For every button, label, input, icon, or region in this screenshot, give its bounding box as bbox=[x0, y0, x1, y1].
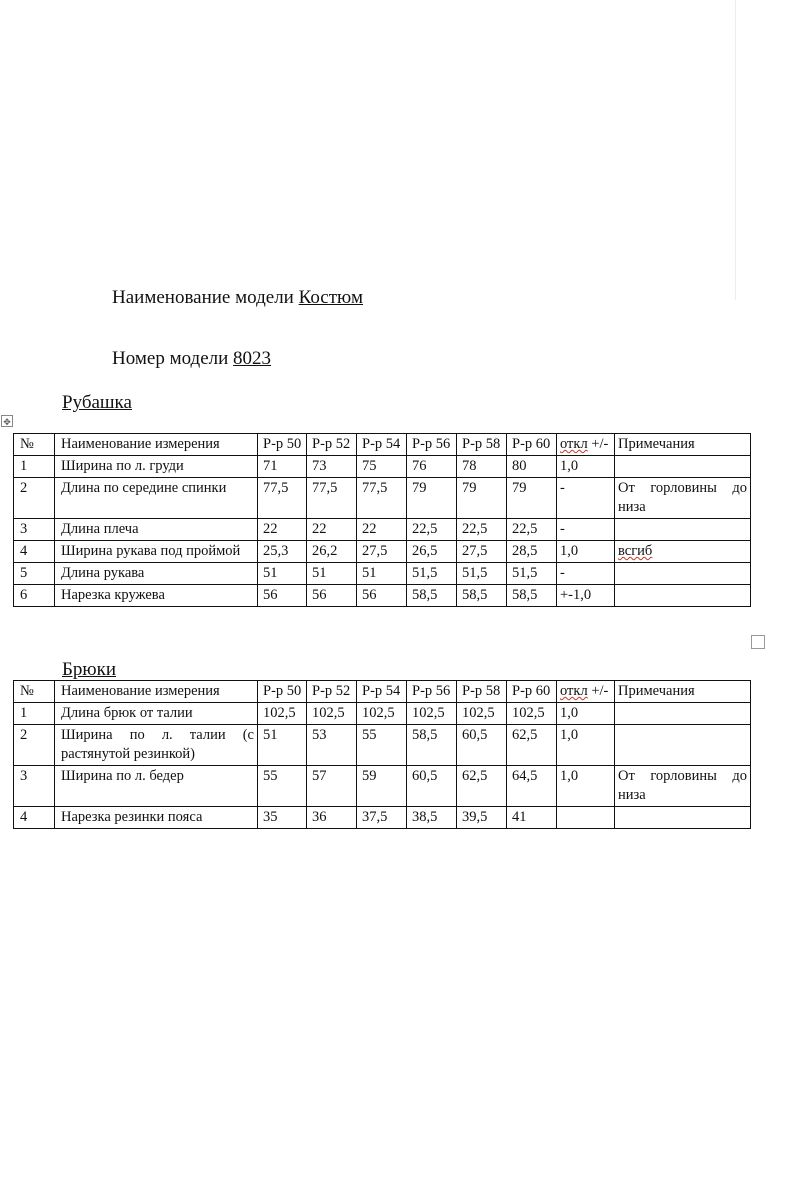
table-resize-handle[interactable] bbox=[751, 635, 765, 649]
pants-header-row bbox=[14, 681, 751, 703]
pants-column-header: Р-р 50 bbox=[258, 681, 307, 703]
table-cell: 28,5 bbox=[507, 541, 557, 563]
table-move-handle-icon[interactable]: ✥ bbox=[1, 415, 13, 427]
table-cell: 56 bbox=[307, 585, 357, 607]
model-name-line bbox=[112, 287, 364, 326]
shirt-column-header: Р-р 54 bbox=[357, 434, 407, 456]
table-cell: 27,5 bbox=[357, 541, 407, 563]
table-cell: 55 bbox=[357, 725, 407, 766]
table-cell: 77,5 bbox=[357, 478, 407, 519]
table-cell: 78 bbox=[457, 456, 507, 478]
shirt-title: Рубашка bbox=[62, 392, 132, 413]
table-cell: 59 bbox=[357, 766, 407, 807]
pants-column-header: Примечания bbox=[615, 681, 751, 703]
pants-column-header: Наименование измерения bbox=[55, 681, 258, 703]
table-cell bbox=[615, 585, 751, 607]
table-cell: Ширина по л. груди bbox=[55, 456, 258, 478]
table-cell: От горловины до низа bbox=[615, 766, 751, 807]
table-cell: 58,5 bbox=[407, 725, 457, 766]
page-edge-line bbox=[735, 0, 736, 300]
table-cell: 102,5 bbox=[507, 703, 557, 725]
table-row bbox=[14, 456, 751, 478]
table-cell: 27,5 bbox=[457, 541, 507, 563]
model-number-label: Номер модели bbox=[112, 348, 229, 369]
table-cell: 26,5 bbox=[407, 541, 457, 563]
model-number-value: 8023 bbox=[233, 348, 272, 369]
table-cell: 36 bbox=[307, 807, 357, 829]
shirt-column-header: Примечания bbox=[615, 434, 751, 456]
table-cell: 60,5 bbox=[407, 766, 457, 807]
table-cell: - bbox=[557, 478, 615, 519]
table-cell bbox=[615, 456, 751, 478]
table-cell: Длина по середине спинки bbox=[55, 478, 258, 519]
table-cell: 2 bbox=[14, 478, 55, 519]
table-cell: Ширина по л. бедер bbox=[55, 766, 258, 807]
table-cell: 102,5 bbox=[407, 703, 457, 725]
shirt-column-header: Р-р 50 bbox=[258, 434, 307, 456]
pants-column-header: Р-р 58 bbox=[457, 681, 507, 703]
table-cell: 51,5 bbox=[507, 563, 557, 585]
table-cell: 58,5 bbox=[507, 585, 557, 607]
table-cell bbox=[615, 541, 751, 563]
table-cell: 75 bbox=[357, 456, 407, 478]
table-cell: 51 bbox=[357, 563, 407, 585]
table-cell: 64,5 bbox=[507, 766, 557, 807]
table-cell: +-1,0 bbox=[557, 585, 615, 607]
table-cell: 22 bbox=[357, 519, 407, 541]
table-cell: 2 bbox=[14, 725, 55, 766]
table-cell: Длина плеча bbox=[55, 519, 258, 541]
table-row bbox=[14, 478, 751, 519]
shirt-column-header: Наименование измерения bbox=[55, 434, 258, 456]
table-cell bbox=[557, 807, 615, 829]
table-cell: Нарезка кружева bbox=[55, 585, 258, 607]
pants-column-header: Р-р 56 bbox=[407, 681, 457, 703]
table-cell: 4 bbox=[14, 541, 55, 563]
pants-column-header: № bbox=[14, 681, 55, 703]
table-cell: 22,5 bbox=[457, 519, 507, 541]
table-cell bbox=[615, 703, 751, 725]
shirt-column-header: Р-р 56 bbox=[407, 434, 457, 456]
table-cell: Длина брюк от талии bbox=[55, 703, 258, 725]
table-cell: 39,5 bbox=[457, 807, 507, 829]
table-cell: 51 bbox=[258, 725, 307, 766]
table-cell: 102,5 bbox=[457, 703, 507, 725]
table-cell: 1 bbox=[14, 456, 55, 478]
table-cell: Ширина рукава под проймой bbox=[55, 541, 258, 563]
table-row bbox=[14, 766, 751, 807]
table-cell bbox=[615, 519, 751, 541]
table-cell: 22 bbox=[258, 519, 307, 541]
table-row bbox=[14, 807, 751, 829]
shirt-size-table bbox=[13, 433, 751, 607]
spellcheck-mark: откл bbox=[560, 683, 588, 699]
table-cell: Ширина по л. талии (с растянутой резинкой) bbox=[55, 725, 258, 766]
table-cell: 3 bbox=[14, 766, 55, 807]
table-cell: 38,5 bbox=[407, 807, 457, 829]
table-cell: 1 bbox=[14, 703, 55, 725]
table-row bbox=[14, 725, 751, 766]
pants-title: Брюки bbox=[62, 659, 117, 680]
table-cell: 1,0 bbox=[557, 541, 615, 563]
table-cell: 73 bbox=[307, 456, 357, 478]
table-cell: 35 bbox=[258, 807, 307, 829]
table-cell: Длина рукава bbox=[55, 563, 258, 585]
table-cell: 57 bbox=[307, 766, 357, 807]
table-cell: 77,5 bbox=[258, 478, 307, 519]
table-cell: 80 bbox=[507, 456, 557, 478]
table-cell: 22 bbox=[307, 519, 357, 541]
table-cell: 56 bbox=[258, 585, 307, 607]
shirt-header-row bbox=[14, 434, 751, 456]
shirt-column-header: Р-р 60 bbox=[507, 434, 557, 456]
table-cell: 1,0 bbox=[557, 766, 615, 807]
table-cell: 58,5 bbox=[457, 585, 507, 607]
table-cell: 51,5 bbox=[407, 563, 457, 585]
table-cell: 37,5 bbox=[357, 807, 407, 829]
table-cell: - bbox=[557, 563, 615, 585]
table-cell: 41 bbox=[507, 807, 557, 829]
table-cell: 22,5 bbox=[407, 519, 457, 541]
table-cell: 71 bbox=[258, 456, 307, 478]
shirt-column-header: откл +/- bbox=[557, 434, 615, 456]
table-cell: 1,0 bbox=[557, 725, 615, 766]
table-cell: 1,0 bbox=[557, 456, 615, 478]
spellcheck-mark: откл bbox=[560, 436, 588, 452]
table-cell: 25,3 bbox=[258, 541, 307, 563]
table-cell: 79 bbox=[407, 478, 457, 519]
table-cell: - bbox=[557, 519, 615, 541]
table-row bbox=[14, 541, 751, 563]
table-cell: 4 bbox=[14, 807, 55, 829]
pants-column-header: Р-р 54 bbox=[357, 681, 407, 703]
table-cell bbox=[615, 807, 751, 829]
table-cell: 62,5 bbox=[507, 725, 557, 766]
table-cell: 53 bbox=[307, 725, 357, 766]
table-cell: 58,5 bbox=[407, 585, 457, 607]
shirt-column-header: Р-р 52 bbox=[307, 434, 357, 456]
table-row bbox=[14, 519, 751, 541]
shirt-column-header: № bbox=[14, 434, 55, 456]
spellcheck-mark: всгиб bbox=[618, 543, 653, 559]
model-number-line bbox=[112, 346, 271, 372]
model-name-value: Костюм bbox=[298, 287, 364, 308]
table-cell: 3 bbox=[14, 519, 55, 541]
table-cell: 56 bbox=[357, 585, 407, 607]
pants-column-header: Р-р 60 bbox=[507, 681, 557, 703]
table-cell: 102,5 bbox=[307, 703, 357, 725]
table-cell: Нарезка резинки пояса bbox=[55, 807, 258, 829]
pants-column-header: откл +/- bbox=[557, 681, 615, 703]
table-cell: 5 bbox=[14, 563, 55, 585]
table-cell: 55 bbox=[258, 766, 307, 807]
table-cell: 79 bbox=[507, 478, 557, 519]
table-cell: 60,5 bbox=[457, 725, 507, 766]
table-cell bbox=[615, 563, 751, 585]
table-cell: 51 bbox=[258, 563, 307, 585]
table-row bbox=[14, 703, 751, 725]
table-row bbox=[14, 563, 751, 585]
table-cell: 79 bbox=[457, 478, 507, 519]
pants-column-header: Р-р 52 bbox=[307, 681, 357, 703]
table-cell: От горловины до низа bbox=[615, 478, 751, 519]
table-cell: 102,5 bbox=[357, 703, 407, 725]
table-cell bbox=[615, 725, 751, 766]
table-row bbox=[14, 585, 751, 607]
table-cell: 6 bbox=[14, 585, 55, 607]
table-cell: 51,5 bbox=[457, 563, 507, 585]
pants-size-table bbox=[13, 680, 751, 829]
table-cell: 1,0 bbox=[557, 703, 615, 725]
table-cell: 77,5 bbox=[307, 478, 357, 519]
model-name-label: Наименование модели bbox=[112, 287, 294, 308]
table-cell: 102,5 bbox=[258, 703, 307, 725]
table-cell: 76 bbox=[407, 456, 457, 478]
shirt-column-header: Р-р 58 bbox=[457, 434, 507, 456]
table-cell: 26,2 bbox=[307, 541, 357, 563]
table-cell: 51 bbox=[307, 563, 357, 585]
table-cell: 22,5 bbox=[507, 519, 557, 541]
table-cell: 62,5 bbox=[457, 766, 507, 807]
